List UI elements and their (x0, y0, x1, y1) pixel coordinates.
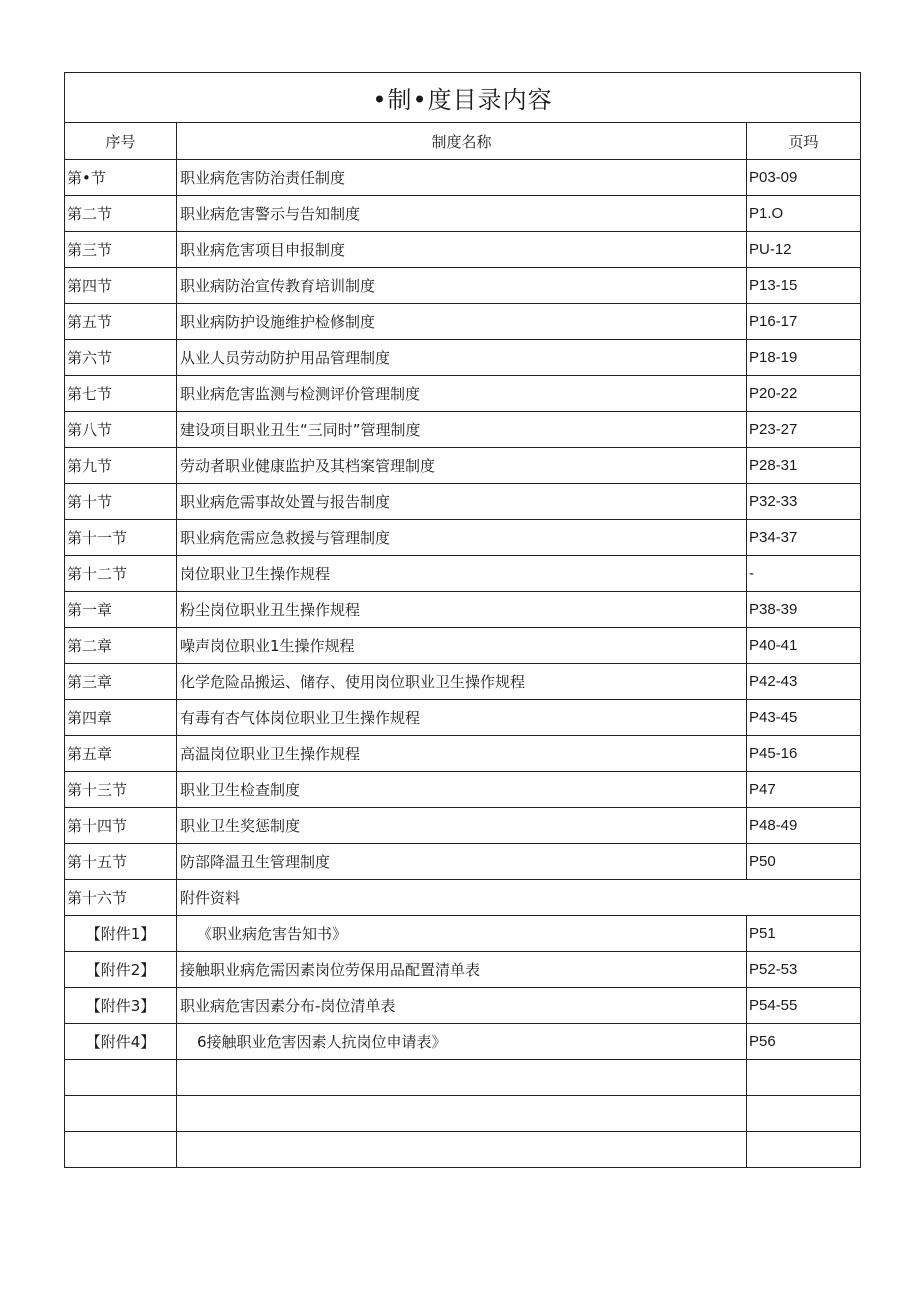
title-row (65, 73, 861, 123)
row-page: P1.O (747, 196, 861, 232)
row-page: P18-19 (747, 340, 861, 376)
table-row (65, 448, 861, 484)
row-seq: 第十五节 (65, 844, 177, 880)
row-seq: 第六节 (65, 340, 177, 376)
table-row (65, 304, 861, 340)
attachment-name: 接触职业病危需因素岗位劳保用品配置清单表 (177, 952, 747, 988)
empty-row (65, 1096, 861, 1132)
row-page: P16-17 (747, 304, 861, 340)
attachment-name: 《职业病危害告知书》 (177, 916, 747, 952)
table-row (65, 196, 861, 232)
row-page: P28-31 (747, 448, 861, 484)
attachment-seq: 【附件2】 (65, 952, 177, 988)
row-page: P47 (747, 772, 861, 808)
table-row (65, 268, 861, 304)
row-seq: 第三节 (65, 232, 177, 268)
row-seq: 第五章 (65, 736, 177, 772)
row-page: P34-37 (747, 520, 861, 556)
row-name: 职业病危需事故处置与报告制度 (177, 484, 747, 520)
table-row (65, 772, 861, 808)
row-page: P03-09 (747, 160, 861, 196)
row-seq: 第二章 (65, 628, 177, 664)
row-page: P13-15 (747, 268, 861, 304)
row-name: 劳动者职业健康监护及其档案管理制度 (177, 448, 747, 484)
toc-table (64, 72, 861, 1168)
table-row (65, 844, 861, 880)
empty-cell (177, 1060, 747, 1096)
row-seq: 第二节 (65, 196, 177, 232)
attachment-seq: 【附件4】 (65, 1024, 177, 1060)
row-page: P45-16 (747, 736, 861, 772)
table-row (65, 556, 861, 592)
table-row (65, 340, 861, 376)
table-row (65, 736, 861, 772)
table-row (65, 664, 861, 700)
attachment-row (65, 988, 861, 1024)
table-row (65, 628, 861, 664)
table-row (65, 376, 861, 412)
row-name: 化学危险品搬运、储存、使用岗位职业卫生操作规程 (177, 664, 747, 700)
row-name: 职业病危害防治责任制度 (177, 160, 747, 196)
row-seq: 第十一节 (65, 520, 177, 556)
table-row (65, 232, 861, 268)
empty-cell (177, 1096, 747, 1132)
row-name: 职业病危需应急救援与管理制度 (177, 520, 747, 556)
attachment-row (65, 1024, 861, 1060)
row-name: 岗位职业卫生操作规程 (177, 556, 747, 592)
row-name: 职业卫生奖惩制度 (177, 808, 747, 844)
row-name: 职业病防治宣传教育培训制度 (177, 268, 747, 304)
row-page: P48-49 (747, 808, 861, 844)
attachment-page: P54-55 (747, 988, 861, 1024)
table-row (65, 520, 861, 556)
row-seq: 第十节 (65, 484, 177, 520)
table-row (65, 412, 861, 448)
header-name: 制度名称 (177, 123, 747, 160)
row-seq: 第七节 (65, 376, 177, 412)
row-name: 防部降温丑生管理制度 (177, 844, 747, 880)
row-name: 粉尘岗位职业丑生操作规程 (177, 592, 747, 628)
empty-cell (65, 1096, 177, 1132)
row-seq: 第九节 (65, 448, 177, 484)
row-page: - (747, 556, 861, 592)
row-seq: 第十四节 (65, 808, 177, 844)
row-seq: 第四章 (65, 700, 177, 736)
row-page: P20-22 (747, 376, 861, 412)
row-page: P50 (747, 844, 861, 880)
row-name: 职业病危害监测与检测评价管理制度 (177, 376, 747, 412)
row-seq: 第三章 (65, 664, 177, 700)
row-page: P40-41 (747, 628, 861, 664)
row-name: 附件资料 (177, 880, 861, 916)
row-seq: 第四节 (65, 268, 177, 304)
row-seq: 第十二节 (65, 556, 177, 592)
row-page: P38-39 (747, 592, 861, 628)
empty-cell (747, 1132, 861, 1168)
row-seq: 第一章 (65, 592, 177, 628)
row-seq: 第•节 (65, 160, 177, 196)
row-page: P32-33 (747, 484, 861, 520)
empty-row (65, 1060, 861, 1096)
table-row (65, 700, 861, 736)
row-page: P23-27 (747, 412, 861, 448)
table-row (65, 592, 861, 628)
header-seq: 序号 (65, 123, 177, 160)
row-name: 职业卫生检查制度 (177, 772, 747, 808)
attachment-name: 6接触职业危害因素人抗岗位申请表》 (177, 1024, 747, 1060)
table-row (65, 808, 861, 844)
row-name: 噪声岗位职业1生操作规程 (177, 628, 747, 664)
row-seq: 第十三节 (65, 772, 177, 808)
row-page: P43-45 (747, 700, 861, 736)
attachment-page: P51 (747, 916, 861, 952)
appendix-row (65, 880, 861, 916)
empty-cell (177, 1132, 747, 1168)
row-seq: 第五节 (65, 304, 177, 340)
attachment-seq: 【附件3】 (65, 988, 177, 1024)
row-name: 建设项目职业丑生“三同时”管理制度 (177, 412, 747, 448)
row-seq: 第十六节 (65, 880, 177, 916)
empty-row (65, 1132, 861, 1168)
row-seq: 第八节 (65, 412, 177, 448)
doc-title: •制•度目录内容 (65, 73, 861, 123)
attachment-page: P52-53 (747, 952, 861, 988)
attachment-page: P56 (747, 1024, 861, 1060)
header-row (65, 123, 861, 160)
empty-cell (747, 1096, 861, 1132)
table-row (65, 160, 861, 196)
table-row (65, 484, 861, 520)
attachment-name: 职业病危害因素分布-岗位清单表 (177, 988, 747, 1024)
row-name: 职业病危害项目申报制度 (177, 232, 747, 268)
row-name: 从业人员劳动防护用品管理制度 (177, 340, 747, 376)
header-page: 页玛 (747, 123, 861, 160)
attachment-seq: 【附件1】 (65, 916, 177, 952)
empty-cell (65, 1132, 177, 1168)
attachment-row (65, 916, 861, 952)
row-name: 高温岗位职业卫生操作规程 (177, 736, 747, 772)
row-name: 职业病危害警示与告知制度 (177, 196, 747, 232)
empty-cell (747, 1060, 861, 1096)
row-name: 职业病防护设施维护检修制度 (177, 304, 747, 340)
row-name: 有毒有杏气体岗位职业卫生操作规程 (177, 700, 747, 736)
row-page: P42-43 (747, 664, 861, 700)
row-page: PU-12 (747, 232, 861, 268)
attachment-row (65, 952, 861, 988)
empty-cell (65, 1060, 177, 1096)
